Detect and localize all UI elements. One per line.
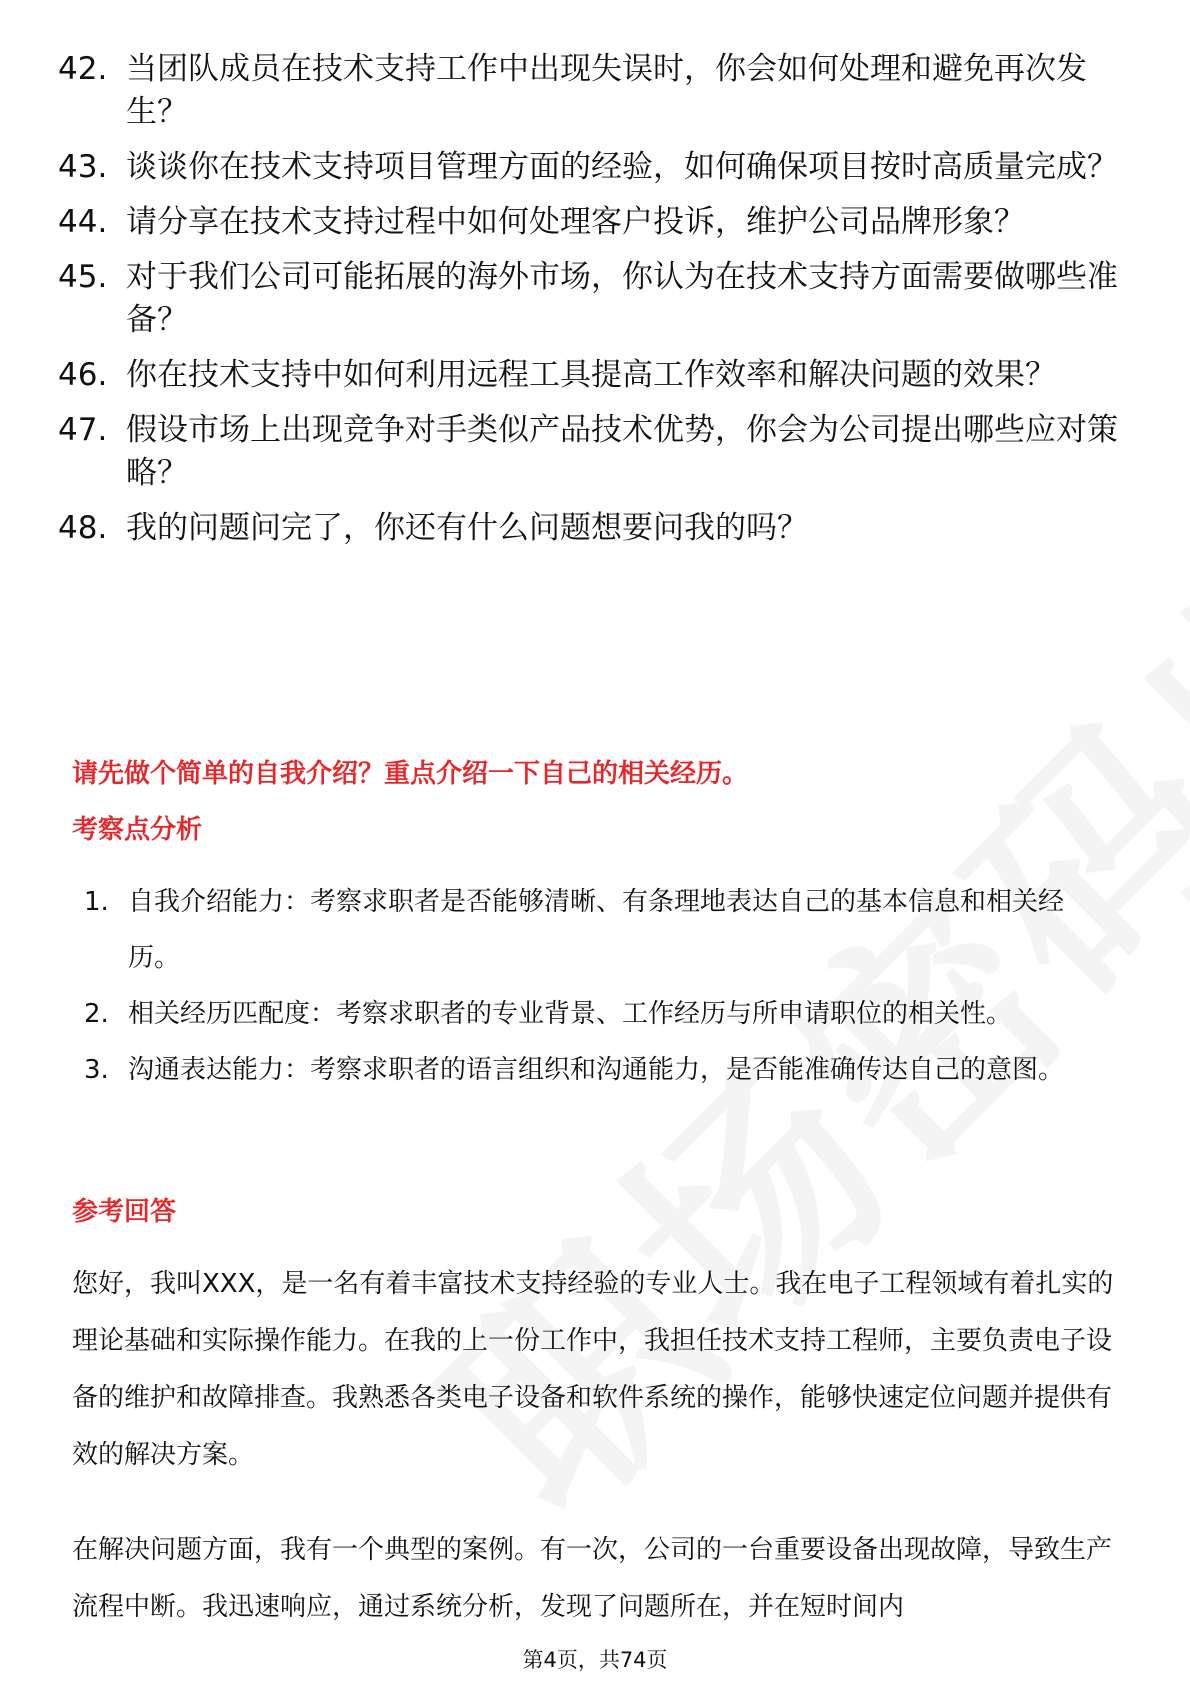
question-number: 46. [58,357,108,393]
question-item [58,201,1138,244]
question-number: 48. [58,510,108,546]
analysis-number: 2. [84,999,109,1029]
question-number: 44. [58,204,108,240]
page-footer: 第4页，共74页 [522,1648,668,1672]
analysis-heading: 考察点分析 [72,815,203,845]
analysis-item [72,874,1122,986]
question-number: 43. [58,149,108,185]
analysis-text: 相关经历匹配度：考察求职者的专业背景、工作经历与所申请职位的相关性。 [128,999,1013,1029]
question-item [58,48,1138,134]
question-text: 你在技术支持中如何利用远程工具提高工作效率和解决问题的效果？ [126,357,1056,393]
question-list [58,48,1138,562]
analysis-list [72,874,1122,1098]
question-number: 45. [58,259,108,295]
analysis-number: 3. [84,1055,109,1085]
analysis-text: 自我介绍能力：考察求职者是否能够清晰、有条理地表达自己的基本信息和相关经历。 [128,887,1065,973]
question-item [58,507,1138,550]
question-text: 谈谈你在技术支持项目管理方面的经验，如何确保项目按时高质量完成？ [126,149,1118,185]
question-number: 42. [58,51,108,87]
question-item [58,354,1138,397]
analysis-number: 1. [84,887,109,917]
analysis-text: 沟通表达能力：考察求职者的语言组织和沟通能力，是否能准确传达自己的意图。 [128,1055,1065,1085]
question-item [58,256,1138,342]
answer-paragraph: 在解决问题方面，我有一个典型的案例。有一次，公司的一台重要设备出现故障，导致生产流程中断。我迅速响应，通过系统分析，发现了问题所在，并在短时间内 [72,1535,1113,1622]
section-title: 请先做个简单的自我介绍？重点介绍一下自己的相关经历。 [72,759,749,789]
answer-paragraph: 您好，我叫XXX，是一名有着丰富技术支持经验的专业人士。我在电子工程领域有着扎实的理论基础和实际操作能力。在我的上一份工作中，我担任技术支持工程师，主要负责电子设备的维护和故障排查。我熟悉各类电子设备和软件系统的操作，能够快速定位问题并提供有效的解决方案。 [72,1269,1114,1470]
analysis-item [72,986,1122,1042]
question-text: 假设市场上出现竞争对手类似产品技术优势，你会为公司提出哪些应对策略？ [126,412,1118,491]
question-text: 对于我们公司可能拓展的海外市场，你认为在技术支持方面需要做哪些准备？ [126,259,1118,338]
question-text: 我的问题问完了，你还有什么问题想要问我的吗？ [126,510,808,546]
question-item [58,146,1138,189]
analysis-item [72,1042,1122,1098]
question-text: 当团队成员在技术支持工作中出现失误时，你会如何处理和避免再次发生？ [126,51,1087,130]
question-number: 47. [58,412,108,448]
question-item [58,409,1138,495]
question-text: 请分享在技术支持过程中如何处理客户投诉，维护公司品牌形象？ [126,204,1025,240]
answer-heading: 参考回答 [72,1197,177,1227]
